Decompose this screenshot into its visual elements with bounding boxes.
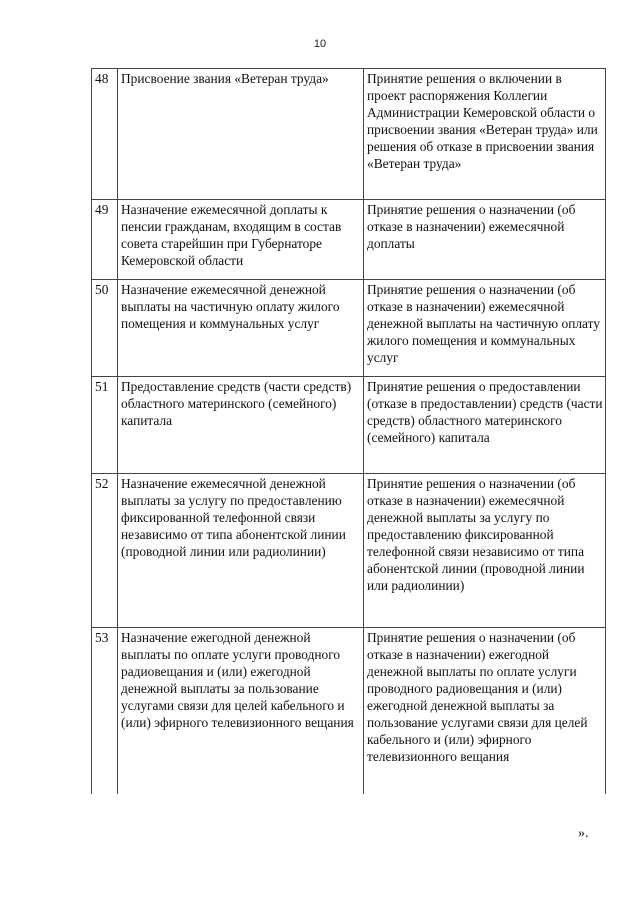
table-row bbox=[92, 377, 606, 474]
service-result: Принятие решения о предоставлении (отказе в предоставлении) средств (части средств) областного материнского (семейного) капитала bbox=[364, 377, 606, 474]
services-table bbox=[91, 68, 606, 794]
table-row bbox=[92, 280, 606, 377]
table-row bbox=[92, 69, 606, 200]
page-number: 10 bbox=[313, 38, 327, 50]
service-name: Присвоение звания «Ветеран труда» bbox=[118, 69, 364, 200]
service-name: Назначение ежемесячной денежной выплаты за услугу по предоставлению фиксированной телефонной связи независимо от типа абонентской линии (проводной линии или радиолинии) bbox=[118, 474, 364, 628]
service-result: Принятие решения о включении в проект распоряжения Коллегии Администрации Кемеровской области о присвоении звания «Ветеран труда» или решения об отказе в присвоении звания «Ветеран труда» bbox=[364, 69, 606, 200]
service-result: Принятие решения о назначении (об отказе в назначении) ежегодной денежной выплаты по оплате услуги проводного радиовещания и (или) ежегодной денежной выплаты за пользование услугами связи для целей кабельного и (или) эфирного телевизионного вещания bbox=[364, 628, 606, 794]
table-row bbox=[92, 474, 606, 628]
row-number: 53 bbox=[92, 628, 118, 794]
service-result: Принятие решения о назначении (об отказе в назначении) ежемесячной доплаты bbox=[364, 200, 606, 280]
closing-quote: ». bbox=[578, 826, 589, 841]
service-name: Назначение ежемесячной доплаты к пенсии гражданам, входящим в состав совета старейшин при Губернаторе Кемеровской области bbox=[118, 200, 364, 280]
service-name: Предоставление средств (части средств) областного материнского (семейного) капитала bbox=[118, 377, 364, 474]
row-number: 51 bbox=[92, 377, 118, 474]
row-number: 52 bbox=[92, 474, 118, 628]
row-number: 50 bbox=[92, 280, 118, 377]
row-number: 48 bbox=[92, 69, 118, 200]
service-name: Назначение ежемесячной денежной выплаты на частичную оплату жилого помещения и коммунальных услуг bbox=[118, 280, 364, 377]
table-row bbox=[92, 200, 606, 280]
service-result: Принятие решения о назначении (об отказе в назначении) ежемесячной денежной выплаты за услугу по предоставлению фиксированной телефонной связи независимо от типа абонентской линии (проводной линии или радиолинии) bbox=[364, 474, 606, 628]
table-row bbox=[92, 628, 606, 794]
row-number: 49 bbox=[92, 200, 118, 280]
service-name: Назначение ежегодной денежной выплаты по оплате услуги проводного радиовещания и (или) ежегодной денежной выплаты за пользование услугами связи для целей кабельного и (или) эфирного телевизионного вещания bbox=[118, 628, 364, 794]
service-result: Принятие решения о назначении (об отказе в назначении) ежемесячной денежной выплаты на частичную оплату жилого помещения и коммунальных услуг bbox=[364, 280, 606, 377]
